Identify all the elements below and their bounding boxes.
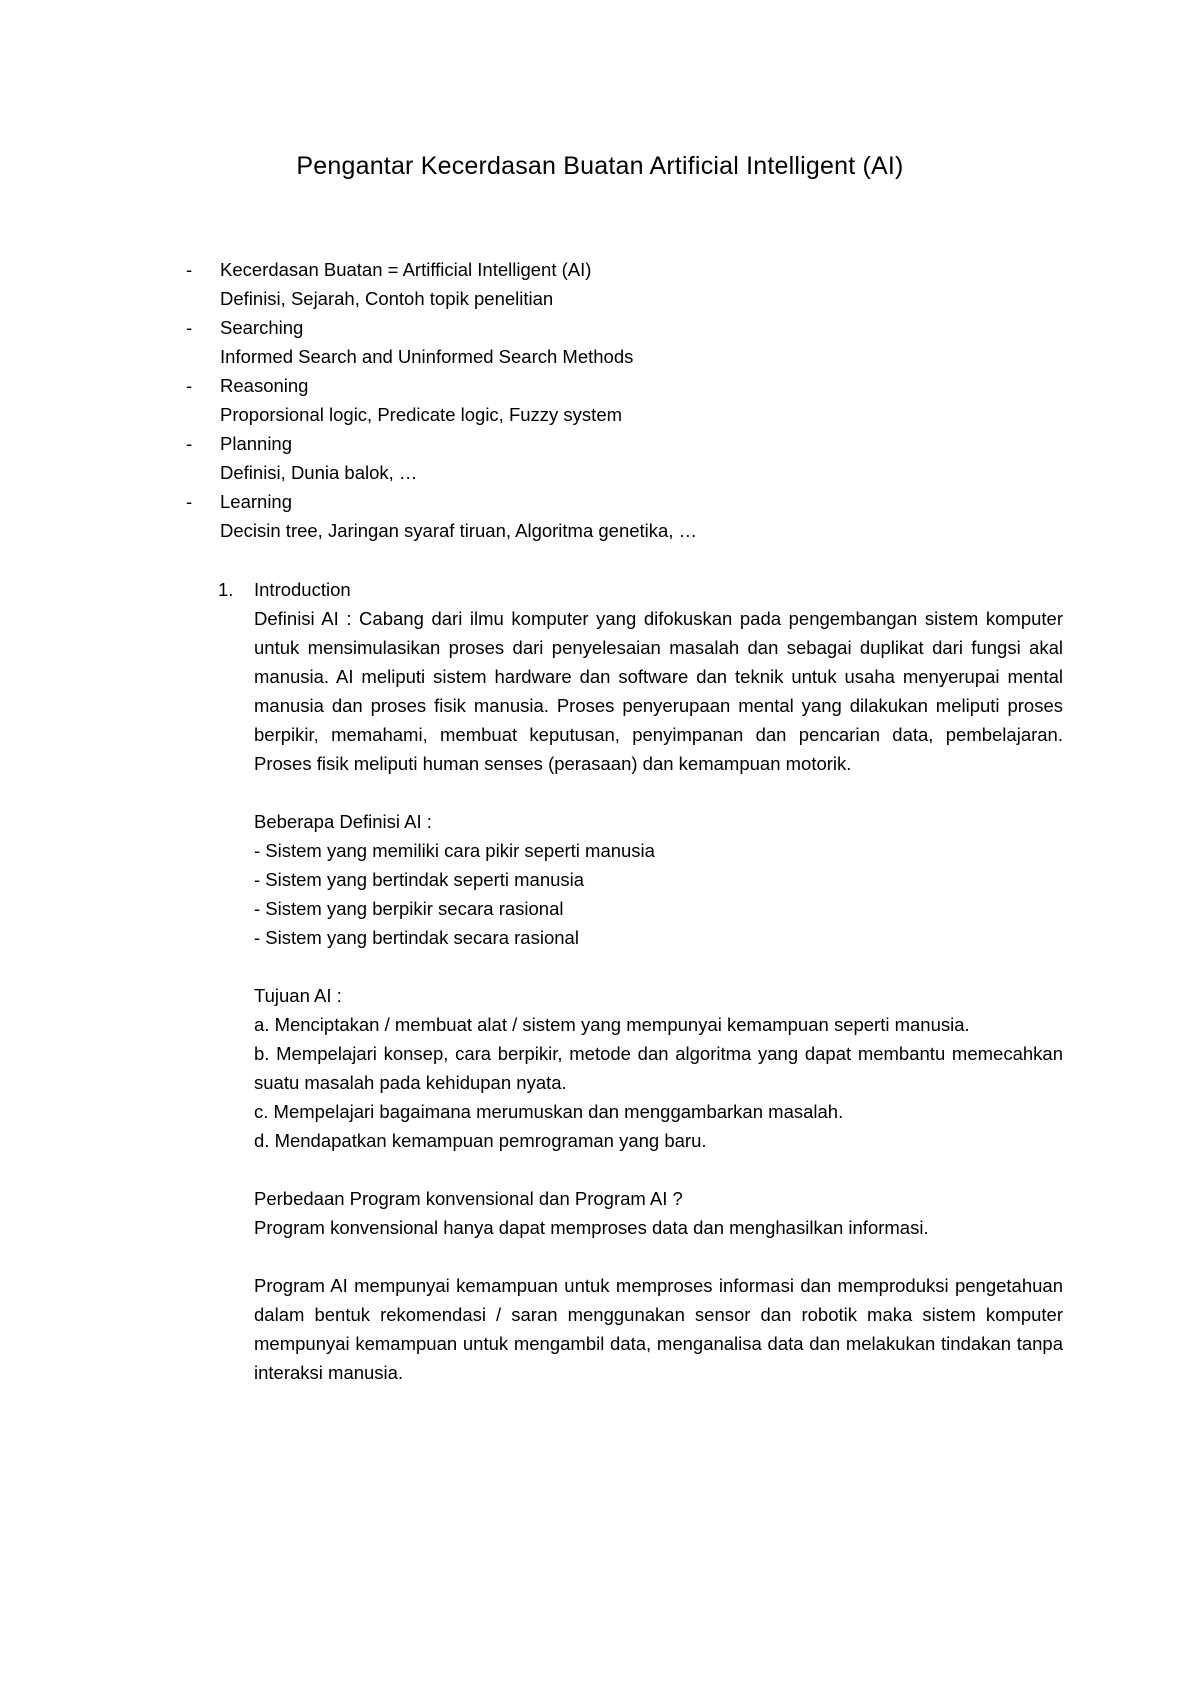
topic-detail: Informed Search and Uninformed Search Methods bbox=[220, 346, 634, 367]
list-item: c. Mempelajari bagaimana merumuskan dan menggambarkan masalah. bbox=[254, 1101, 844, 1122]
list-item bbox=[186, 487, 1086, 516]
topic-heading: Planning bbox=[220, 433, 293, 454]
section-number: 1. bbox=[218, 579, 234, 600]
difference-block bbox=[254, 1184, 1063, 1242]
list-item: b. Mempelajari konsep, cara berpikir, metode dan algoritma yang dapat membantu memecahkan suatu masalah pada kehidupan nyata. bbox=[254, 1043, 1063, 1093]
bullet-dash: - bbox=[186, 491, 193, 512]
list-item: - Sistem yang berpikir secara rasional bbox=[254, 898, 564, 919]
list-item-detail bbox=[186, 458, 1086, 487]
spacer bbox=[218, 778, 1063, 807]
list-item bbox=[186, 313, 1086, 342]
conventional-program-text: Program konvensional hanya dapat memproses data dan menghasilkan informasi. bbox=[254, 1217, 929, 1238]
spacer bbox=[218, 952, 1063, 981]
ai-program-paragraph: Program AI mempunyai kemampuan untuk memproses informasi dan memproduksi pengetahuan dalam bentuk rekomendasi / saran menggunakan sensor dan robotik maka sistem komputer mempunyai kemampuan untuk mengambil data, menganalisa data dan melakukan tindakan tanpa interaksi manusia. bbox=[254, 1275, 1063, 1383]
definitions-heading: Beberapa Definisi AI : bbox=[254, 811, 432, 832]
list-item bbox=[186, 371, 1086, 400]
section-title: Introduction bbox=[254, 579, 351, 600]
list-item bbox=[186, 429, 1086, 458]
list-item: - Sistem yang bertindak seperti manusia bbox=[254, 869, 585, 890]
list-item: d. Mendapatkan kemampuan pemrograman yang baru. bbox=[254, 1130, 707, 1151]
list-item: - Sistem yang bertindak secara rasional bbox=[254, 927, 579, 948]
list-item-detail bbox=[186, 516, 1086, 545]
list-item: - Sistem yang memiliki cara pikir seperti manusia bbox=[254, 840, 655, 861]
list-item bbox=[186, 255, 1086, 284]
spacer bbox=[218, 1155, 1063, 1184]
bullet-dash: - bbox=[186, 259, 193, 280]
topic-heading: Learning bbox=[220, 491, 293, 512]
list-item: a. Menciptakan / membuat alat / sistem yang mempunyai kemampuan seperti manusia. bbox=[254, 1014, 970, 1035]
topic-detail: Proporsional logic, Predicate logic, Fuzzy system bbox=[220, 404, 623, 425]
topic-detail: Decisin tree, Jaringan syaraf tiruan, Algoritma genetika, … bbox=[220, 520, 698, 541]
topic-heading: Reasoning bbox=[220, 375, 309, 396]
section-introduction bbox=[218, 575, 1063, 1387]
topic-heading: Searching bbox=[220, 317, 304, 338]
topic-list bbox=[186, 255, 1086, 545]
page-title: Pengantar Kecerdasan Buatan Artificial Intelligent (AI) bbox=[296, 152, 904, 180]
goals-block bbox=[254, 981, 1063, 1155]
bullet-dash: - bbox=[186, 317, 193, 338]
section-heading bbox=[218, 575, 1063, 604]
list-item-detail bbox=[186, 342, 1086, 371]
list-item-detail bbox=[186, 284, 1086, 313]
topic-detail: Definisi, Dunia balok, … bbox=[220, 462, 418, 483]
topic-detail: Definisi, Sejarah, Contoh topik penelitian bbox=[220, 288, 554, 309]
topic-heading: Kecerdasan Buatan = Artifficial Intelligent (AI) bbox=[220, 259, 592, 280]
goals-heading: Tujuan AI : bbox=[254, 985, 342, 1006]
bullet-dash: - bbox=[186, 375, 193, 396]
bullet-dash: - bbox=[186, 433, 193, 454]
definitions-block bbox=[254, 807, 1063, 952]
spacer bbox=[218, 1242, 1063, 1271]
difference-heading: Perbedaan Program konvensional dan Program AI ? bbox=[254, 1188, 683, 1209]
definition-paragraph: Definisi AI : Cabang dari ilmu komputer yang difokuskan pada pengembangan sistem komputer untuk mensimulasikan proses dari penyelesaian masalah dan sebagai duplikat dari fungsi akal manusia. AI meliputi sistem hardware dan software dan teknik untuk usaha menyerupai mental manusia dan proses fisik manusia. Proses penyerupaan mental yang dilakukan meliputi proses berpikir, memahami, membuat keputusan, penyimpanan dan pencarian data, pembelajaran. Proses fisik meliputi human senses (perasaan) dan kemampuan motorik. bbox=[254, 608, 1063, 774]
list-item-detail bbox=[186, 400, 1086, 429]
